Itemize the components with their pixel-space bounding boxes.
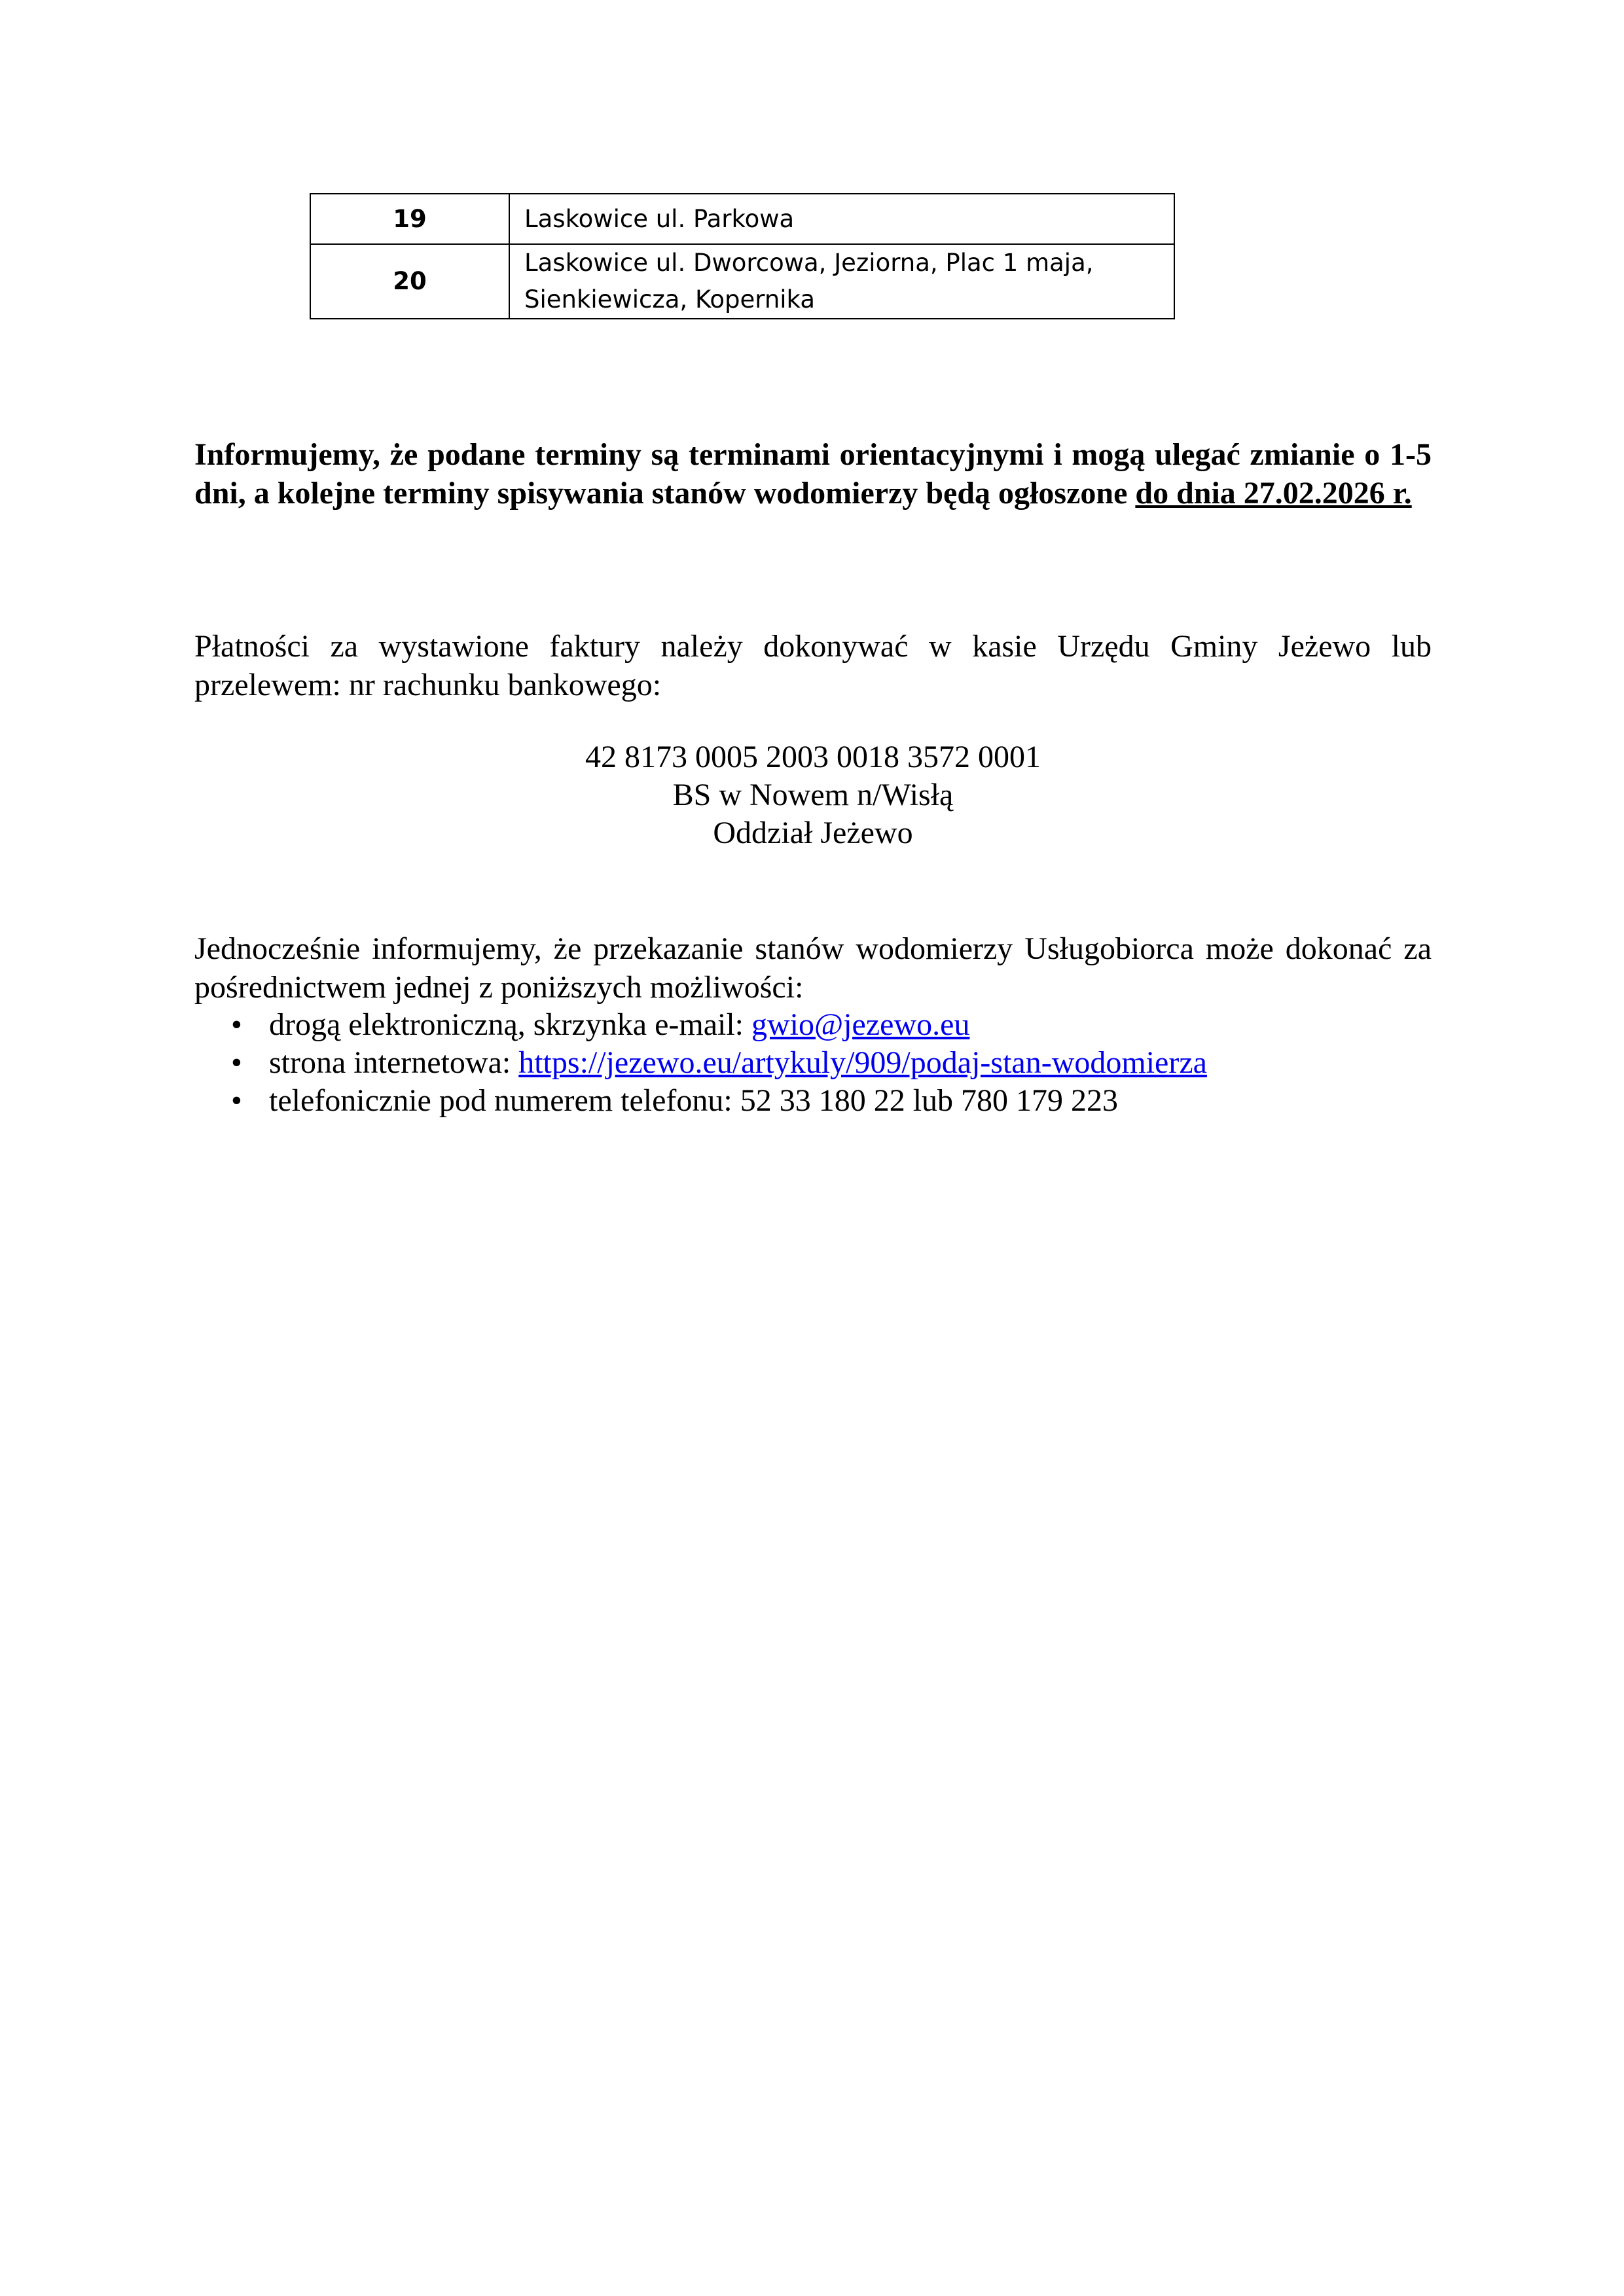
schedule-notice (194, 435, 1432, 512)
bullet-icon: • (231, 1007, 242, 1042)
bullet-icon: • (231, 1045, 242, 1080)
payment-paragraph: Płatności za wystawione faktury należy dokonywać w kasie Urzędu Gminy Jeżewo lub przelewem: nr rachunku bankowego: (194, 629, 1432, 702)
row-location-line: Sienkiewicza, Kopernika (524, 285, 815, 314)
table-row (310, 244, 1174, 319)
row-location (509, 244, 1174, 319)
notice-text: Informujemy, że podane terminy są terminami orientacyjnymi i mogą ulegać zmianie o 1-5 dni, a kolejne terminy spisywania stanów wodomierzy będą ogłoszone (194, 437, 1432, 511)
notice-deadline: do dnia 27.02.2026 r. (1135, 476, 1412, 511)
bank-details (194, 738, 1432, 852)
option-label: drogą elektroniczną, skrzynka e-mail: (269, 1007, 752, 1042)
row-number: 20 (310, 244, 509, 319)
row-location: Laskowice ul. Parkowa (509, 194, 1174, 244)
bank-name: BS w Nowem n/Wisłą (672, 778, 954, 812)
row-location-line: Laskowice ul. Dworcowa, Jeziorna, Plac 1 maja, (524, 249, 1094, 277)
table-row (310, 194, 1174, 244)
list-item (194, 1006, 1432, 1044)
website-link[interactable]: https://jezewo.eu/artykuly/909/podaj-stan-wodomierza (518, 1045, 1207, 1080)
bank-branch: Oddział Jeżewo (713, 816, 913, 850)
schedule-table (310, 193, 1175, 319)
email-link[interactable]: gwio@jezewo.eu (751, 1007, 970, 1042)
meter-reading-info: Jednocześnie informujemy, że przekazanie stanów wodomierzy Usługobiorca może dokonać za pośrednictwem jednej z poniższych możliwości: (194, 931, 1432, 1005)
bank-account-number: 42 8173 0005 2003 0018 3572 0001 (585, 740, 1041, 774)
submission-options-list (194, 1006, 1432, 1120)
list-item (194, 1044, 1432, 1082)
bullet-icon: • (231, 1083, 242, 1118)
option-label: strona internetowa: (269, 1045, 519, 1080)
list-item (194, 1082, 1432, 1120)
row-number: 19 (310, 194, 509, 244)
option-label: telefonicznie pod numerem telefonu: 52 33 180 22 lub 780 179 223 (269, 1083, 1119, 1118)
